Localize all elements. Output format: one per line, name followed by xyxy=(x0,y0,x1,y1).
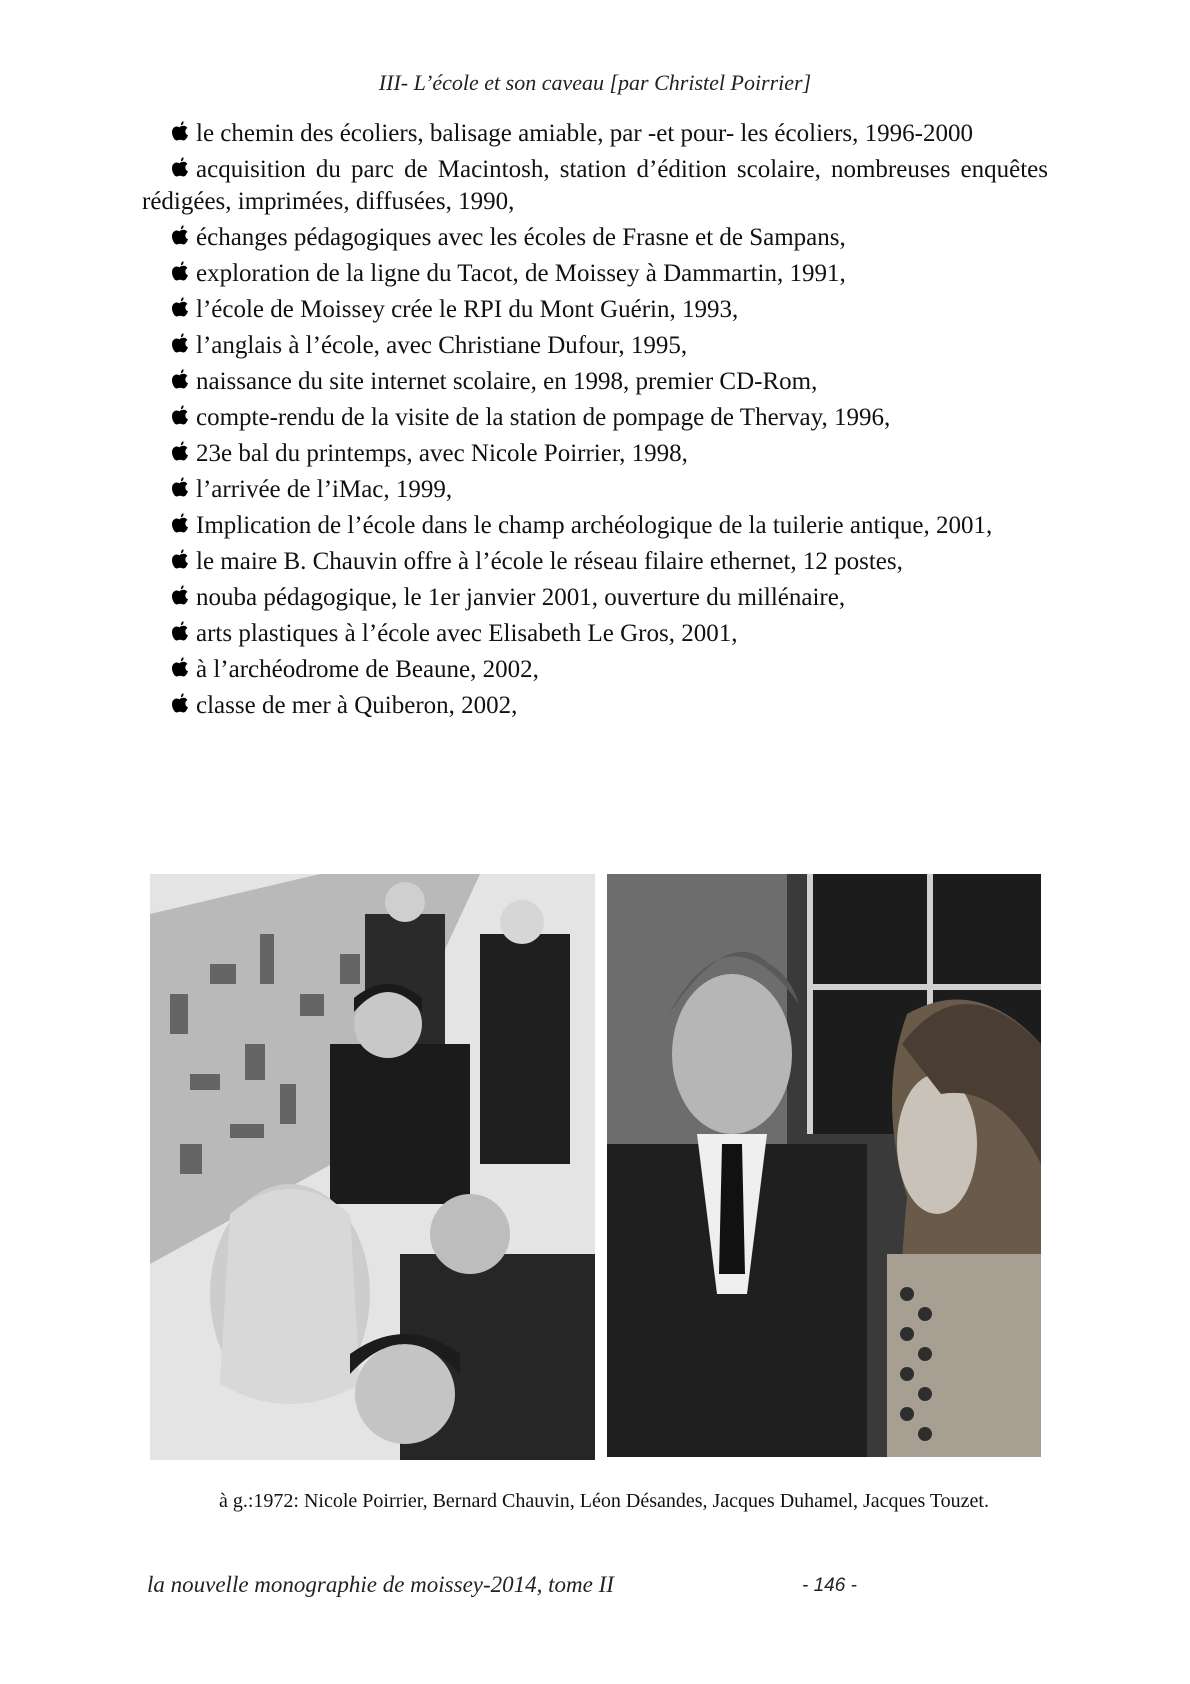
apple-icon xyxy=(170,120,190,144)
list-item-text: l’arrivée de l’iMac, 1999, xyxy=(196,476,453,503)
list-item-text: naissance du site internet scolaire, en 1998, premier CD-Rom, xyxy=(196,368,818,395)
list-item-text: le chemin des écoliers, balisage amiable, par -et pour- les écoliers, 1996-2000 xyxy=(196,120,973,147)
list-item xyxy=(142,402,1048,434)
list-item-text: compte-rendu de la visite de la station de pompage de Thervay, 1996, xyxy=(196,404,891,431)
apple-icon xyxy=(170,692,190,716)
apple-icon xyxy=(170,548,190,572)
apple-icon xyxy=(170,404,190,428)
list-item xyxy=(142,118,1048,150)
apple-icon xyxy=(170,260,190,284)
apple-icon xyxy=(170,156,190,180)
list-item-text: acquisition du parc de Macintosh, station d’édition scolaire, nombreuses enquêtes rédigées, imprimées, diffusées, 1990, xyxy=(142,156,1048,215)
list-item xyxy=(142,154,1048,218)
apple-icon xyxy=(170,512,190,536)
list-item xyxy=(142,582,1048,614)
list-item-text: le maire B. Chauvin offre à l’école le réseau filaire ethernet, 12 postes, xyxy=(196,548,903,575)
list-item xyxy=(142,618,1048,650)
page-number: - 146 - xyxy=(802,1575,857,1596)
list-item xyxy=(142,222,1048,254)
list-item-text: 23e bal du printemps, avec Nicole Poirrier, 1998, xyxy=(196,440,688,467)
list-item-text: Implication de l’école dans le champ archéologique de la tuilerie antique, 2001, xyxy=(196,512,993,539)
apple-icon xyxy=(170,440,190,464)
list-item-text: à l’archéodrome de Beaune, 2002, xyxy=(196,656,539,683)
section-header: III- L’école et son caveau [par Christel Poirrier] xyxy=(378,70,812,95)
apple-icon xyxy=(170,656,190,680)
apple-icon xyxy=(170,296,190,320)
list-item-text: l’école de Moissey crée le RPI du Mont Guérin, 1993, xyxy=(196,296,739,323)
apple-icon xyxy=(170,332,190,356)
photo-portrait-duo xyxy=(607,874,1041,1457)
list-item xyxy=(142,654,1048,686)
apple-icon xyxy=(170,584,190,608)
list-item-text: nouba pédagogique, le 1er janvier 2001, ouverture du millénaire, xyxy=(196,584,846,611)
list-item xyxy=(142,510,1048,542)
achievements-list xyxy=(142,118,1048,726)
list-item xyxy=(142,366,1048,398)
list-item xyxy=(142,474,1048,506)
list-item xyxy=(142,330,1048,362)
list-item-text: classe de mer à Quiberon, 2002, xyxy=(196,692,518,719)
list-item xyxy=(142,438,1048,470)
list-item-text: échanges pédagogiques avec les écoles de Frasne et de Sampans, xyxy=(196,224,846,251)
list-item-text: exploration de la ligne du Tacot, de Moissey à Dammartin, 1991, xyxy=(196,260,846,287)
apple-icon xyxy=(170,476,190,500)
list-item-text: l’anglais à l’école, avec Christiane Dufour, 1995, xyxy=(196,332,688,359)
list-item xyxy=(142,690,1048,722)
photo-mural-group xyxy=(150,874,595,1460)
apple-icon xyxy=(170,368,190,392)
photo-caption: à g.:1972: Nicole Poirrier, Bernard Chauvin, Léon Désandes, Jacques Duhamel, Jacques Touzet. xyxy=(219,1490,989,1512)
apple-icon xyxy=(170,620,190,644)
list-item xyxy=(142,258,1048,290)
footer-title: la nouvelle monographie de moissey-2014, tome II xyxy=(147,1572,614,1597)
list-item xyxy=(142,294,1048,326)
list-item-text: arts plastiques à l’école avec Elisabeth Le Gros, 2001, xyxy=(196,620,738,647)
apple-icon xyxy=(170,224,190,248)
list-item xyxy=(142,546,1048,578)
